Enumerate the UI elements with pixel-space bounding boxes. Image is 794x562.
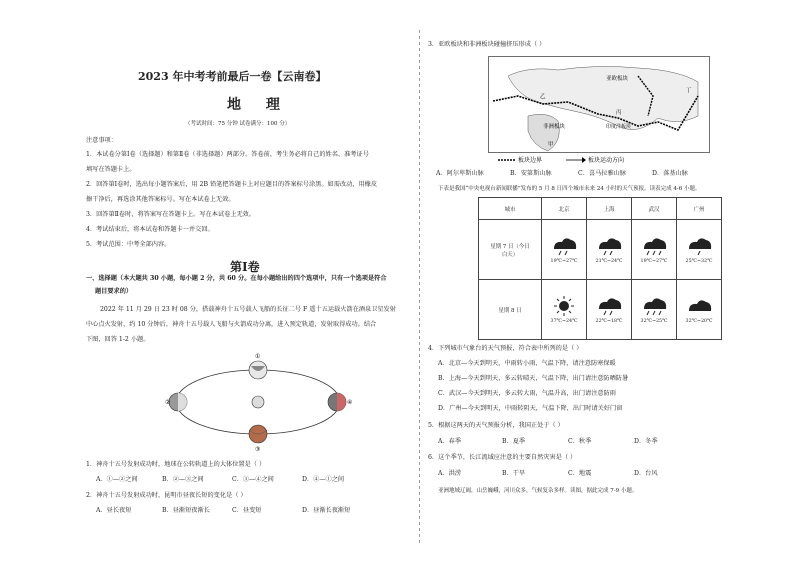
option-d[interactable]: D．落基山脉 [652, 170, 688, 177]
temperature: 19℃~27℃ [640, 259, 668, 264]
option-a[interactable]: A．昼长夜短 [96, 507, 132, 514]
map-label: 丁 [686, 88, 692, 94]
option-b[interactable]: B．②—③之间 [162, 476, 204, 483]
passage-line: 亚洲地域辽阔，山岳巍峨，河川众多，气候复杂多样。读图，据此完成 7-9 小题。 [438, 488, 638, 494]
row-label: 星期 8 日 [498, 307, 522, 314]
note-line: 4．考试结束后，将本试卷和答题卡一并交回。 [86, 226, 214, 233]
row-label: 星期 7 日（今日 [490, 243, 530, 250]
question-stem: 4．下列城市气象台的天气预报，符合表中所列的是（ ） [428, 345, 583, 352]
option-b[interactable]: B．昼渐短夜渐长 [162, 507, 210, 514]
notes-heading: 注意事项： [86, 137, 117, 144]
position-label: ① [255, 353, 261, 360]
option-c[interactable]: C．喜马拉雅山脉 [578, 170, 627, 177]
cloud-icon [684, 295, 714, 317]
option-b[interactable]: B．夏季 [502, 438, 526, 445]
sun-icon [549, 295, 579, 317]
map-label: 非洲板块 [543, 124, 566, 130]
subject-title: 地 理 [227, 97, 290, 113]
row-label: 白天） [501, 251, 519, 258]
cloud-rain-icon [594, 235, 624, 257]
option-a[interactable]: A．北京—今天到明天，中雨转小雨，气温下降，请注意防寒保暖 [438, 360, 616, 367]
legend-label: 板块运动方向 [588, 157, 625, 164]
table-row [479, 220, 722, 280]
option-c[interactable]: C．昼变短 [232, 507, 262, 514]
option-a[interactable]: A．洪涝 [438, 470, 462, 477]
section-instruction: 一、选择题（本大题共 30 小题，每小题 2 分，共 60 分。在每小题给出的四个选项中，只有一个选项是符合 [86, 275, 387, 282]
question-stem: 5．根据这两天的天气预报分析，我国正处于（ ） [428, 422, 564, 429]
weather-table [478, 197, 722, 340]
passage-line: 2022 年 11 月 29 日 23 时 08 分，搭载神舟十五号载人飞船的长征二号 F 遥十五运载火箭在酒泉卫星发射 [100, 306, 396, 313]
exam-info: （考试时间：75 分钟 试卷满分：100 分） [185, 121, 291, 127]
cloud-rain-icon [639, 295, 669, 317]
note-line: 5．考试范围：中考全部内容。 [86, 241, 171, 248]
option-a[interactable]: A．阿尔卑斯山脉 [436, 170, 484, 177]
map-label: 印度洋板块 [606, 124, 632, 130]
earth-orbit-diagram [165, 352, 355, 452]
option-d[interactable]: D．冬季 [634, 438, 658, 445]
option-d[interactable]: D．昼渐长夜渐短 [302, 507, 351, 514]
table-header: 北京 [542, 198, 587, 220]
passage-line: 下图，回答 1-2 小题。 [86, 336, 150, 343]
option-d[interactable]: D．④—①之间 [302, 476, 345, 483]
note-line: 3．回答第Ⅱ卷时，将答案写在答题卡上。写在本试卷上无效。 [86, 211, 256, 218]
option-c[interactable]: C．武汉—今天到明天，多云转大雨，气温升高，出门请注意防雨 [438, 390, 616, 397]
cloud-rain-icon [639, 235, 669, 257]
option-a[interactable]: A．①—②之间 [96, 476, 138, 483]
map-label: 亚欧板块 [606, 76, 629, 82]
table-header: 广州 [677, 198, 722, 220]
temperature: 21℃~24℃ [595, 259, 623, 264]
passage-line: 下表是我国“中央电视台新闻联播”发布的 5 月 8 日四个城市未来 24 小时的天气预报。读表完成 4-6 小题。 [438, 186, 701, 192]
question-stem: 6．这个季节，长江流域应注意的主要自然灾害是（ ） [428, 454, 577, 461]
note-line: 擦干净后，再选涂其他答案标号。写在本试卷上无效。 [86, 196, 235, 203]
question-stem: 3．亚欧板块和非洲板块碰撞挤压形成（ ） [428, 41, 546, 48]
cloud-rain-icon [549, 235, 579, 257]
option-b[interactable]: B．干旱 [502, 470, 526, 477]
earth-position-4 [328, 393, 346, 411]
cloud-rain-icon [594, 295, 624, 317]
question-stem: 1．神舟十五号发射成功时，地球在公转轨道上的大体位置是（ ） [86, 461, 266, 468]
earth-position-2 [169, 393, 187, 411]
temperature: 32℃~20℃ [685, 319, 713, 324]
position-label: ③ [255, 446, 261, 452]
temperature: 32℃~25℃ [640, 319, 668, 324]
section-title: 第Ⅰ卷 [230, 260, 260, 274]
note-line: 1．本试卷分第Ⅰ卷（选择题）和第Ⅱ卷（非选择题）两部分。答卷前，考生务必将自己的姓名、准考证号 [86, 151, 369, 158]
option-a[interactable]: A．春季 [438, 438, 462, 445]
question-stem: 2．神舟十五号发射成功时，昆明市昼夜长短的变化是（ ） [86, 492, 247, 499]
note-line: 2．回答第Ⅰ卷时，选出每小题答案后，用 2B 铅笔把答题卡上对应题目的答案标号涂黑。如需改动，用橡皮 [86, 181, 378, 188]
temperature: 25℃~32℃ [685, 259, 713, 264]
temperature: 37℃~24℃ [550, 319, 578, 324]
table-row [479, 280, 722, 340]
note-line: 填写在答题卡上。 [86, 166, 136, 173]
map-label: 乙 [540, 94, 546, 100]
sun [252, 396, 264, 408]
option-b[interactable]: B．安第斯山脉 [510, 170, 552, 177]
paper-title: 2023 年中考考前最后一卷【云南卷】 [138, 70, 327, 83]
earth-position-1 [249, 361, 267, 379]
plate-map [488, 56, 710, 166]
map-label: 甲 [548, 142, 554, 148]
table-header: 上海 [587, 198, 632, 220]
option-c[interactable]: C．地震 [568, 470, 592, 477]
temperature: 19℃~27℃ [550, 259, 578, 264]
option-d[interactable]: D．广州—今天到明天，中雨转阴天，气温下降，出门时请关好门窗 [438, 405, 623, 412]
earth-position-3 [249, 425, 267, 443]
passage-line: 中心点火发射，约 10 分钟后，神舟十五号载人飞船与火箭成功分离，进入预定轨道，发射取得成功。结合 [86, 321, 377, 328]
option-c[interactable]: C．秋季 [568, 438, 592, 445]
column-divider [419, 30, 420, 545]
position-label: ② [165, 399, 171, 406]
section-instruction: 题目要求的） [95, 288, 133, 295]
table-header: 城市 [479, 198, 542, 220]
cloud-rain-icon [684, 235, 714, 257]
option-b[interactable]: B．上海—今天到明天，多云转晴天，气温下降，出门请注意防晒防暑 [438, 375, 629, 382]
option-c[interactable]: C．③—④之间 [232, 476, 274, 483]
legend-label: 板块边界 [518, 157, 543, 164]
temperature: 22℃~18℃ [595, 319, 623, 324]
option-d[interactable]: D．台风 [634, 470, 658, 477]
position-label: ④ [347, 399, 353, 406]
map-label: 丙 [616, 110, 622, 116]
table-header: 武汉 [632, 198, 677, 220]
